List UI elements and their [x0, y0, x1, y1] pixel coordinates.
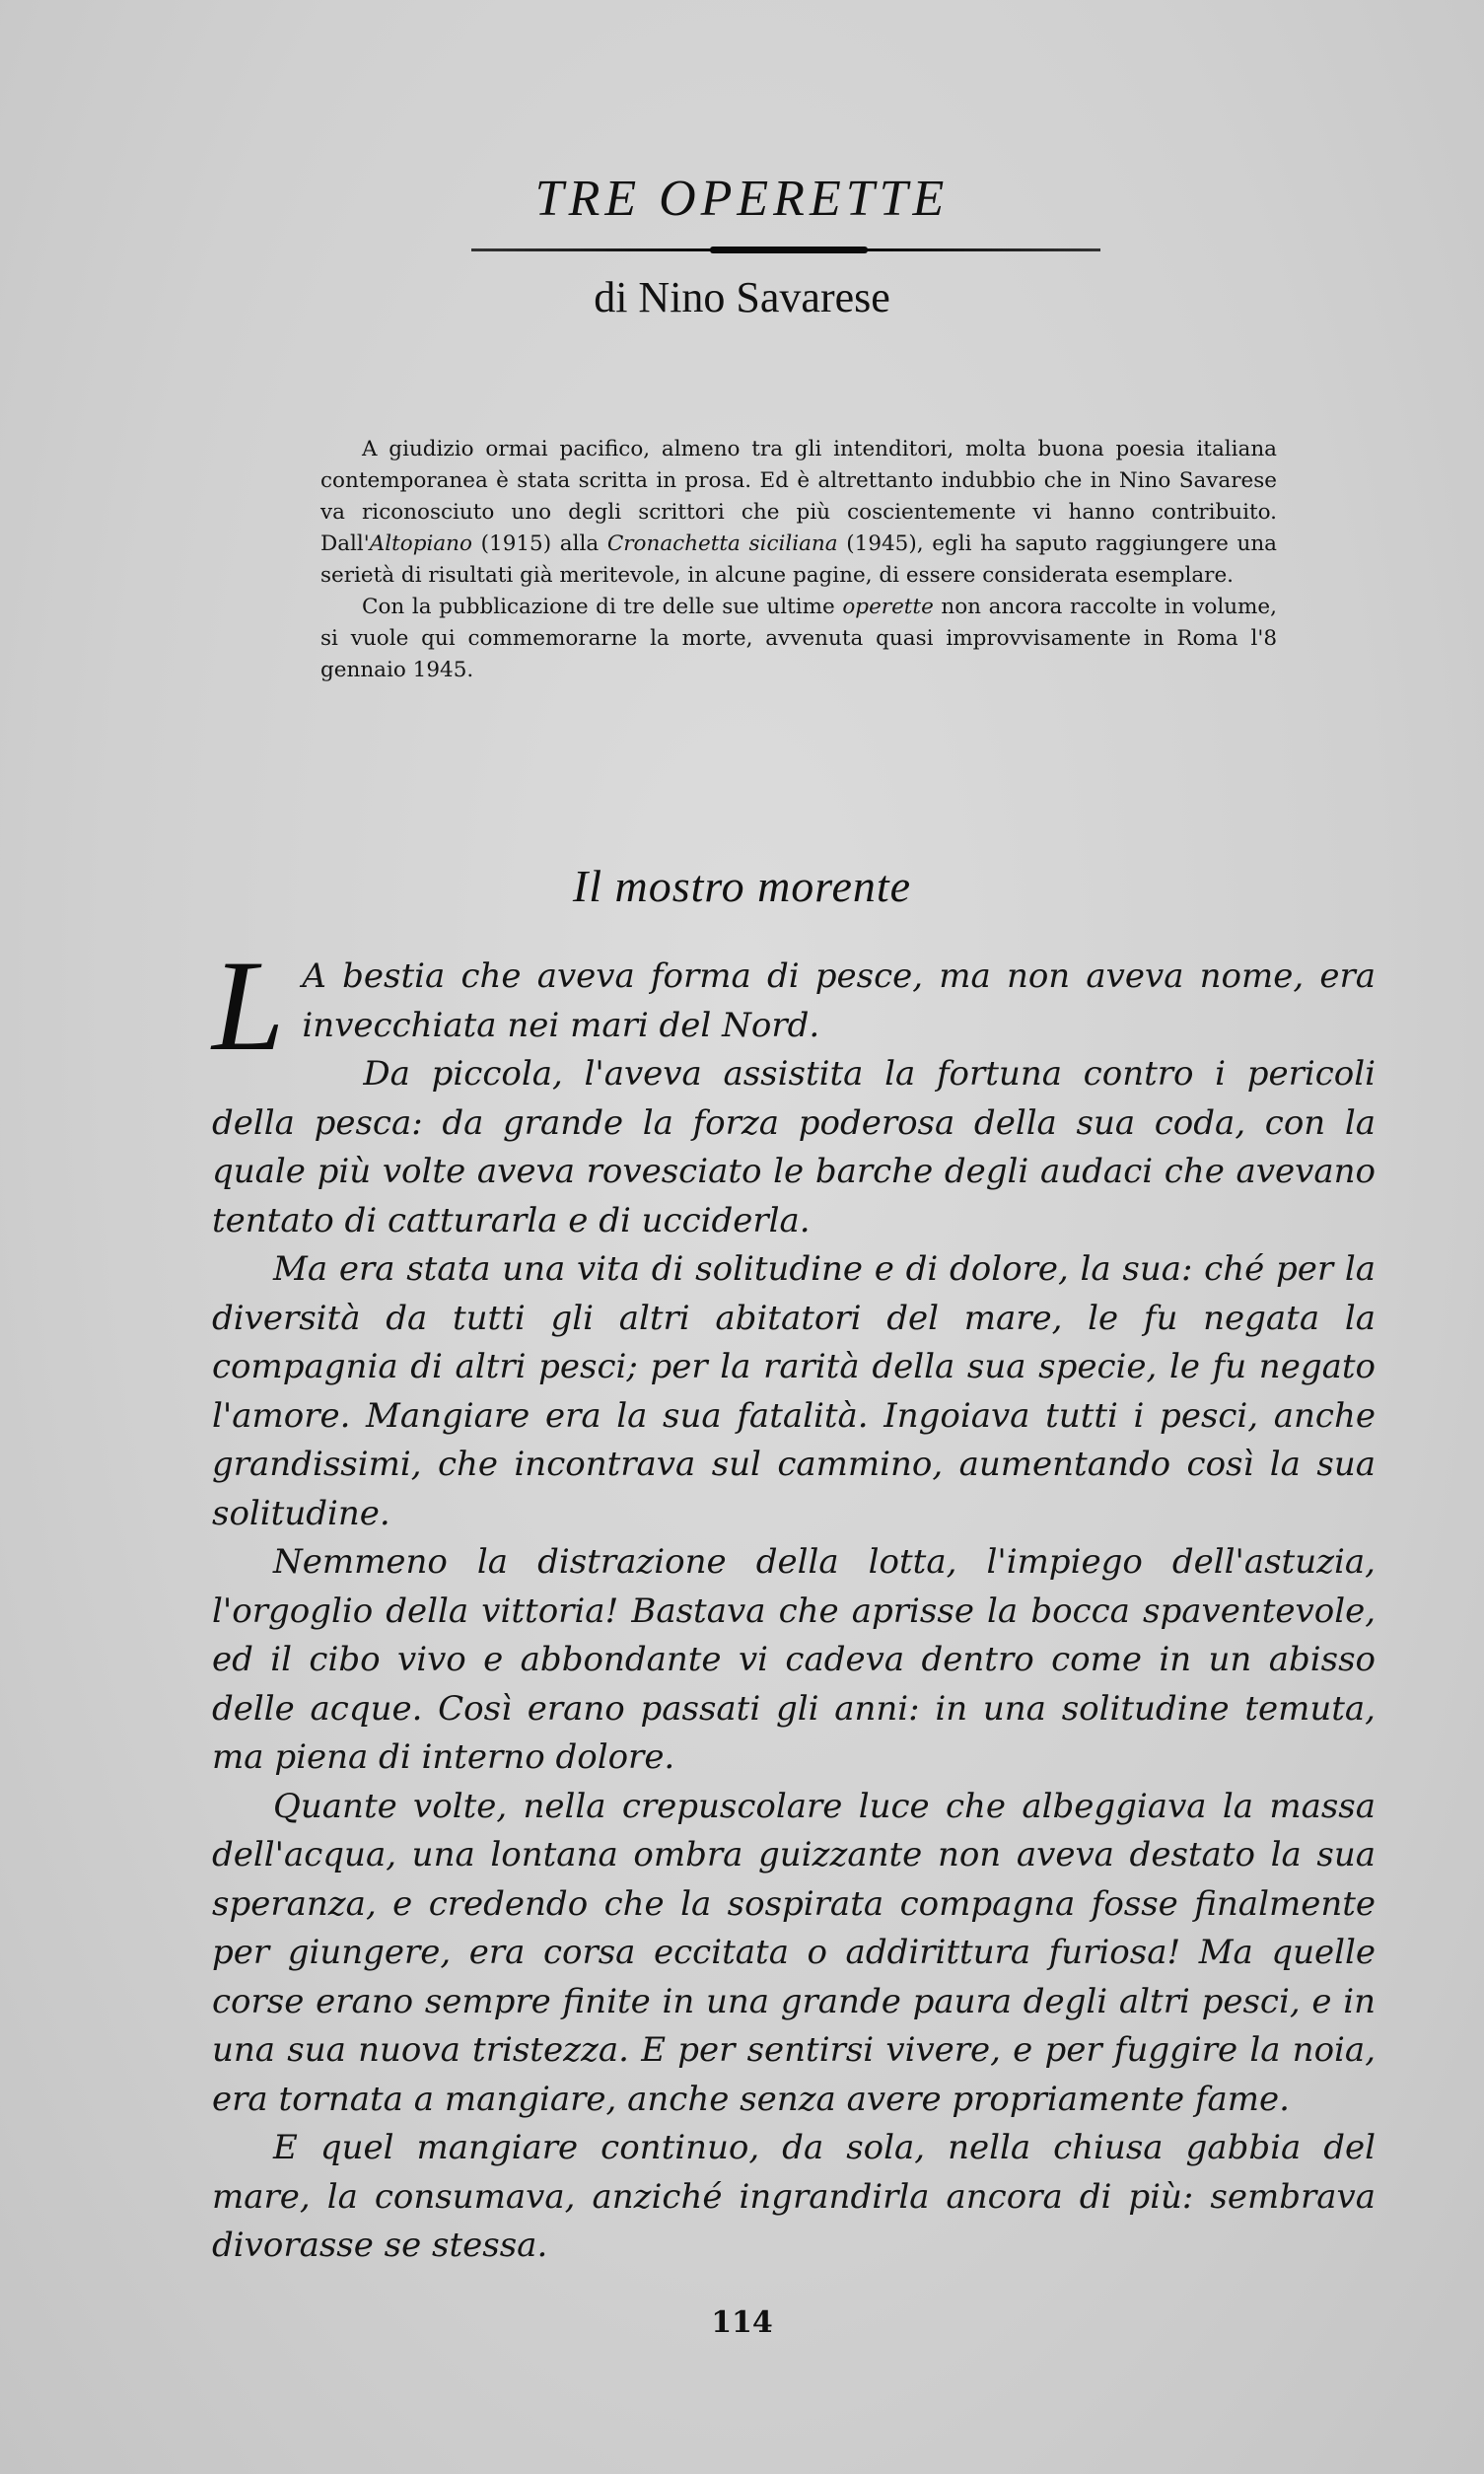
intro-paragraph-2 — [320, 592, 1277, 686]
intro-text: non ancora raccolte in volume, si vuole qui commemorarne la morte, avvenuta quasi improvvisamente in Roma l'8 gennaio 1945. — [320, 595, 1277, 682]
story-body — [212, 933, 1376, 2271]
page-number: 114 — [711, 2305, 773, 2340]
story-text: A bestia che aveva forma di pesce, ma non aveva nome, era invecchiata nei mari del Nord. — [302, 956, 1376, 1045]
story-paragraph-5: Quante volte, nella crepuscolare luce che albeggiava la massa dell'acqua, una lontana ombra guizzante non aveva destato la sua speranza, e credendo che la sospirata compagna fosse finalmente per giungere, era corsa eccitata o addirittura furiosa! Ma quelle corse erano sempre finite in una grande paura degli altri pesci, e in una sua nuova tristezza. E per sentirsi vivere, e per fuggire la noia, era tornata a mangiare, anche senza avere propriamente fame. — [212, 1786, 1376, 2119]
story-paragraph-1 — [212, 933, 1376, 1078]
book-title-altopiano: Altopiano — [369, 531, 472, 556]
author-byline: di Nino Savarese — [594, 273, 890, 321]
intro-text: Con la pubblicazione di tre delle sue ultime — [362, 595, 843, 619]
title-rule-accent — [710, 247, 868, 253]
drop-cap: L — [212, 933, 285, 1078]
story-paragraph-2: Da piccola, l'aveva assistita la fortuna contro i pericoli della pesca: da grande la forza poderosa della sua coda, con la quale più volte aveva rovesciato le barche degli audaci che avevano tentato di catturarla e di ucciderla. — [212, 1054, 1376, 1240]
story-paragraph-3: Ma era stata una vita di solitudine e di dolore, la sua: ché per la diversità da tutti gli altri abitatori del mare, le fu negata la compagnia di altri pesci; per la rarità della sua specie, le fu negato l'amore. Mangiare era la sua fatalità. Ingoiava tutti i pesci, anche grandissimi, che incontrava sul cammino, aumentando così la sua solitudine. — [212, 1249, 1376, 1533]
book-title-cronachetta: Cronachetta siciliana — [606, 531, 838, 556]
page-title: TRE OPERETTE — [534, 171, 950, 227]
story-paragraph-4: Nemmeno la distrazione della lotta, l'impiego dell'astuzia, l'orgoglio della vittoria! Bastava che aprisse la bocca spaventevole, ed il cibo vivo e abbondante vi cadeva dentro come in un abisso delle acque. Così erano passati gli anni: in una solitudine temuta, ma piena di interno dolore. — [212, 1542, 1376, 1777]
story-title: Il mostro morente — [572, 861, 912, 911]
intro-paragraph-1 — [320, 434, 1277, 592]
intro-text: (1915) alla — [471, 531, 607, 556]
intro-note — [320, 434, 1277, 686]
term-operette: operette — [842, 595, 934, 619]
intro-text: (1945), egli ha saputo raggiungere una serietà di risultati già meritevole, in alcune pagine, di essere considerata esemplare. — [320, 531, 1277, 588]
intro-text: A giudizio ormai pacifico, almeno tra gli intenditori, molta buona poesia italiana contemporanea è stata scritta in prosa. Ed è altrettanto indubbio che in Nino Savarese va riconosciuto uno degli scrittori che più coscientemente vi hanno contribuito. Dall' — [320, 437, 1277, 556]
story-paragraph-6: E quel mangiare continuo, da sola, nella chiusa gabbia del mare, la consumava, anziché ingrandirla ancora di più: sembrava divorasse se stessa. — [212, 2128, 1376, 2265]
